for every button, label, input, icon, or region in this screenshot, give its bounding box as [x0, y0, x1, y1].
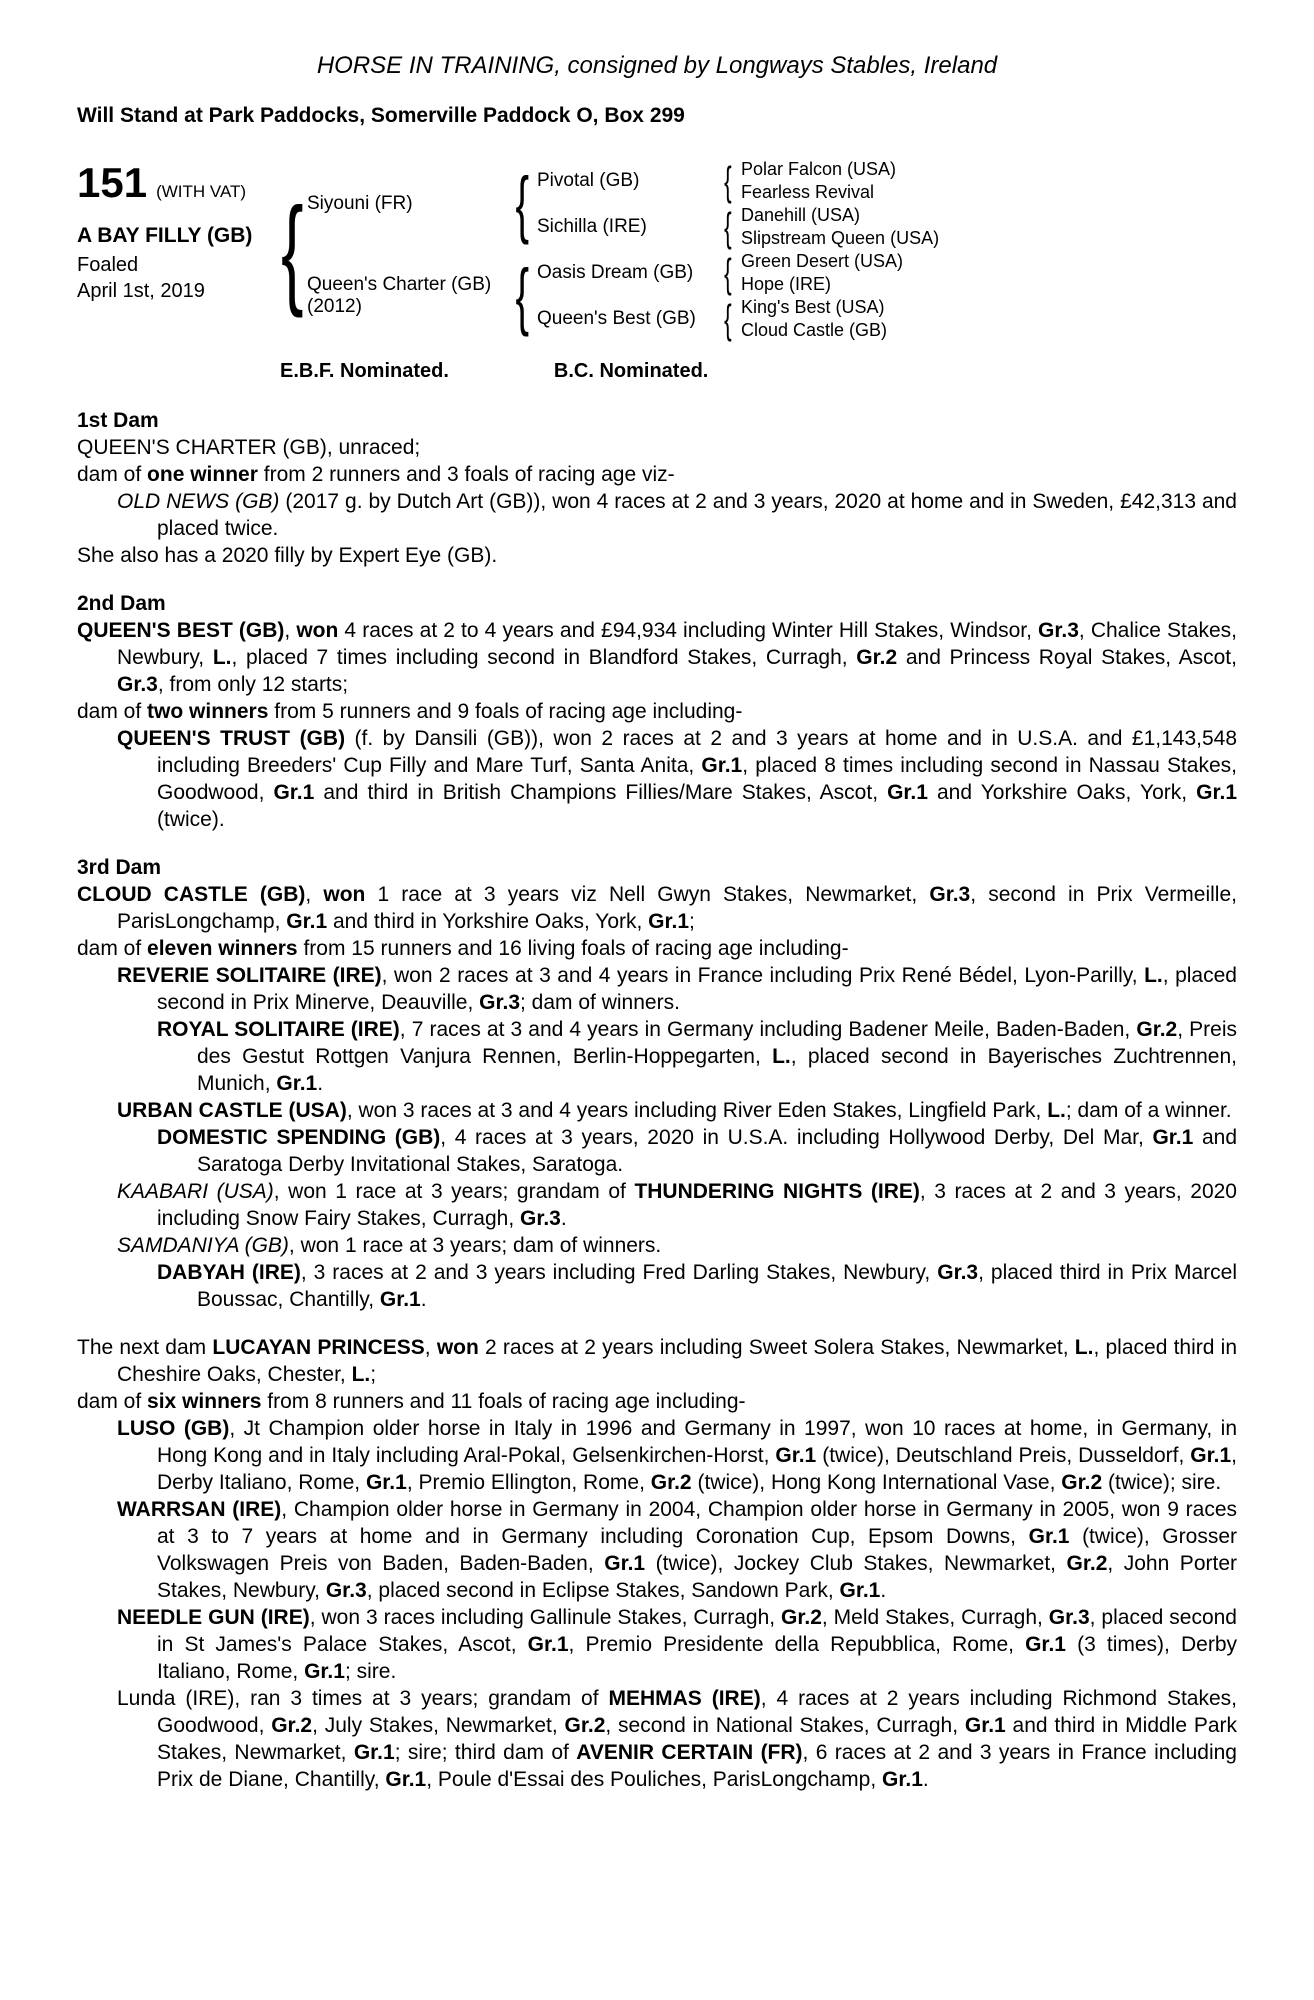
- text-run: L.: [1144, 964, 1163, 987]
- text-run: OLD NEWS (GB): [117, 490, 280, 513]
- text-run: L.: [1047, 1099, 1066, 1122]
- dam-section: [77, 407, 1237, 569]
- text-run: (2017 g. by Dutch Art (GB)), won 4 races at 2 and 3 years, 2020 at home and in Sweden, £42,313 and placed twice.: [157, 490, 1237, 540]
- text-run: , placed second in Eclipse Stakes, Sandown Park,: [366, 1579, 840, 1602]
- text-run: Gr.2: [1061, 1471, 1103, 1494]
- text-run: Gr.3: [117, 673, 158, 696]
- text-run: URBAN CASTLE (USA): [117, 1099, 347, 1122]
- lot-vat-note: (WITH VAT): [156, 182, 247, 201]
- text-run: THUNDERING NIGHTS (IRE): [634, 1180, 920, 1203]
- text-run: L.: [1074, 1336, 1094, 1359]
- text-run: Gr.1: [1028, 1525, 1070, 1548]
- text-run: Gr.1: [276, 1072, 318, 1095]
- text-run: from 5 runners and 9 foals of racing age including-: [268, 700, 743, 723]
- text-run: , placed third in Cheshire Oaks, Chester,: [117, 1336, 1238, 1386]
- text-run: (twice), Jockey Club Stakes, Newmarket,: [645, 1552, 1067, 1575]
- text-run: , Chalice Stakes, Newbury,: [117, 619, 1238, 669]
- text-run: Gr.3: [325, 1579, 367, 1602]
- pedigree-paragraph: [77, 1124, 1237, 1178]
- text-run: ROYAL SOLITAIRE (IRE): [157, 1018, 400, 1041]
- text-run: won: [296, 619, 339, 642]
- dam-name: Queen's Charter (GB): [307, 274, 492, 295]
- text-run: Gr.2: [271, 1714, 313, 1737]
- lot-number: 151: [77, 159, 148, 206]
- pedigree-paragraph: [77, 617, 1237, 698]
- pedigree-gen3-8: [741, 319, 1237, 342]
- pedigree-sire: [307, 158, 507, 250]
- pedigree-paragraph: [77, 1016, 1237, 1097]
- pedigree-gen3-6: [741, 273, 1237, 296]
- text-run: , won 2 races at 3 and 4 years in France including Prix René Bédel, Lyon-Parilly,: [381, 964, 1145, 987]
- text-run: .: [560, 1207, 567, 1230]
- text-run: (3 times), Derby Italiano, Rome,: [157, 1633, 1237, 1683]
- pedigree-paragraph: [77, 1388, 1237, 1415]
- text-run: Gr.1: [887, 781, 928, 804]
- text-run: , Premio Ellington, Rome,: [406, 1471, 651, 1494]
- pedigree-paragraph: [77, 1415, 1237, 1496]
- text-run: ; sire.: [344, 1660, 397, 1683]
- text-run: and third in Yorkshire Oaks, York,: [327, 910, 649, 933]
- pedigree-brace-dam: {: [515, 254, 529, 337]
- text-run: , won 1 race at 3 years; dam of winners.: [288, 1234, 662, 1257]
- text-run: dam of: [77, 463, 148, 486]
- text-run: Gr.2: [564, 1714, 606, 1737]
- pedigree-paragraph: [77, 935, 1237, 962]
- text-run: The next dam: [77, 1336, 213, 1359]
- text-run: SAMDANIYA (GB): [117, 1234, 289, 1257]
- section-heading: 1st Dam: [77, 409, 159, 432]
- pedigree-paragraph: [77, 1259, 1237, 1313]
- text-run: , placed second in St James's Palace Stakes, Ascot,: [157, 1606, 1237, 1656]
- text-run: Gr.2: [856, 646, 898, 669]
- text-run: She also has a 2020 filly by Expert Eye (GB).: [77, 544, 498, 567]
- text-run: , won 1 race at 3 years; grandam of: [273, 1180, 635, 1203]
- text-run: Gr.1: [353, 1741, 395, 1764]
- pedigree-tree: [277, 158, 1237, 342]
- dam-section: [77, 1334, 1237, 1793]
- text-run: Gr.3: [479, 991, 521, 1014]
- text-run: six winners: [147, 1390, 262, 1413]
- text-run: QUEEN'S TRUST (GB): [117, 727, 346, 750]
- text-run: Gr.1: [648, 910, 690, 933]
- pedigree-paragraph: [77, 1178, 1237, 1232]
- pedigree-gen2-1: [537, 158, 715, 204]
- text-run: AVENIR CERTAIN (FR): [576, 1741, 803, 1764]
- lot-number-row: [77, 159, 277, 206]
- text-run: , placed third in Prix Marcel Boussac, Chantilly,: [197, 1261, 1237, 1311]
- text-run: , Poule d'Essai des Pouliches, ParisLongchamp,: [426, 1768, 883, 1791]
- text-run: and Yorkshire Oaks, York,: [927, 781, 1197, 804]
- pedigree-paragraph: [77, 1604, 1237, 1685]
- text-run: DOMESTIC SPENDING (GB): [157, 1126, 441, 1149]
- text-run: eleven winners: [147, 937, 298, 960]
- text-run: Gr.3: [1048, 1606, 1090, 1629]
- text-run: , placed second in Prix Minerve, Deauville,: [157, 964, 1237, 1014]
- pedigree-paragraph: [77, 698, 1237, 725]
- text-run: ,: [284, 619, 297, 642]
- text-run: Gr.1: [304, 1660, 345, 1683]
- text-run: won: [436, 1336, 479, 1359]
- pedigree-dam: [307, 250, 507, 342]
- text-run: (f. by Dansili (GB)), won 2 races at 2 and 3 years at home and in U.S.A. and £1,143,548 including Breeders' Cup Filly and Mare Turf, Santa Anita,: [157, 727, 1238, 777]
- text-run: Gr.1: [273, 781, 315, 804]
- text-run: , from only 12 starts;: [157, 673, 349, 696]
- text-run: KAABARI (USA): [117, 1180, 274, 1203]
- pedigree-gen3-1: [741, 158, 1237, 181]
- text-run: , second in National Stakes, Curragh,: [605, 1714, 965, 1737]
- text-run: , 3 races at 2 and 3 years including Fred Darling Stakes, Newbury,: [300, 1261, 938, 1284]
- text-run: 1 race at 3 years viz Nell Gwyn Stakes, Newmarket,: [365, 883, 930, 906]
- text-run: QUEEN'S CHARTER (GB), unraced;: [77, 436, 421, 459]
- pedigree-brace-gen2-1: {: [724, 157, 732, 204]
- text-run: Gr.1: [1025, 1633, 1066, 1656]
- text-run: 2 races at 2 years including Sweet Solera Stakes, Newmarket,: [478, 1336, 1075, 1359]
- text-run: , won 3 races including Gallinule Stakes, Curragh,: [309, 1606, 782, 1629]
- pedigree-paragraph: [77, 434, 1237, 461]
- dam-year: (2012): [307, 296, 362, 317]
- pedigree-paragraph: [77, 881, 1237, 935]
- gen3-name: Cloud Castle (GB): [741, 320, 888, 340]
- nominations-row: [77, 360, 1237, 383]
- text-run: Gr.2: [1136, 1018, 1178, 1041]
- text-run: .: [880, 1579, 887, 1602]
- gen3-name: Danehill (USA): [741, 205, 861, 225]
- text-run: (twice); sire.: [1102, 1471, 1222, 1494]
- text-run: ;: [689, 910, 695, 933]
- text-run: LUCAYAN PRINCESS: [212, 1336, 425, 1359]
- text-run: , July Stakes, Newmarket,: [312, 1714, 565, 1737]
- lot-info: [77, 158, 277, 342]
- pedigree-brace-gen2-4: {: [724, 295, 732, 342]
- text-run: L.: [212, 646, 232, 669]
- sire-name: Siyouni (FR): [307, 193, 413, 214]
- lot-pedigree-block: [77, 158, 1237, 342]
- text-run: dam of: [77, 937, 148, 960]
- ebf-nomination: E.B.F. Nominated.: [280, 360, 449, 382]
- text-run: Gr.1: [775, 1444, 817, 1467]
- foaled-label: Foaled: [77, 254, 139, 276]
- pedigree-paragraph: [77, 488, 1237, 542]
- text-run: and third in British Champions Fillies/Mare Stakes, Ascot,: [314, 781, 888, 804]
- pedigree-paragraph: [77, 1685, 1237, 1793]
- dam-sections: [77, 407, 1237, 1793]
- text-run: Gr.3: [520, 1207, 561, 1230]
- gen3-name: King's Best (USA): [741, 297, 885, 317]
- text-run: L.: [772, 1045, 791, 1068]
- text-run: (twice), Deutschland Preis, Dusseldorf,: [816, 1444, 1191, 1467]
- pedigree-brace-gen2-3: {: [724, 249, 732, 296]
- section-heading: 3rd Dam: [77, 856, 162, 879]
- text-run: and third in Middle Park Stakes, Newmarket,: [157, 1714, 1238, 1764]
- text-run: Gr.3: [1038, 619, 1079, 642]
- pedigree-paragraph: [77, 1496, 1237, 1604]
- text-run: WARRSAN (IRE): [117, 1498, 282, 1521]
- text-run: .: [317, 1072, 324, 1095]
- text-run: QUEEN'S BEST (GB): [77, 619, 285, 642]
- text-run: , placed 8 times including second in Nassau Stakes, Goodwood,: [157, 754, 1237, 804]
- text-run: ,: [305, 883, 324, 906]
- gen3-name: Polar Falcon (USA): [741, 159, 897, 179]
- gen2-name: Pivotal (GB): [537, 170, 640, 191]
- text-run: Gr.1: [365, 1471, 407, 1494]
- text-run: Gr.1: [839, 1579, 881, 1602]
- gen2-name: Queen's Best (GB): [537, 308, 696, 329]
- text-run: , placed second in Bayerisches Zuchtrennen, Munich,: [197, 1045, 1237, 1095]
- text-run: (twice).: [157, 808, 225, 831]
- text-run: Lunda (IRE), ran 3 times at 3 years; grandam of: [117, 1687, 609, 1710]
- text-run: Gr.1: [1152, 1126, 1194, 1149]
- text-run: DABYAH (IRE): [157, 1261, 301, 1284]
- text-run: , Meld Stakes, Curragh,: [821, 1606, 1049, 1629]
- text-run: one winner: [147, 463, 258, 486]
- text-run: Gr.2: [650, 1471, 692, 1494]
- text-run: 4 races at 2 to 4 years and £94,934 including Winter Hill Stakes, Windsor,: [338, 619, 1039, 642]
- text-run: ; sire; third dam of: [394, 1741, 577, 1764]
- text-run: Gr.2: [1066, 1552, 1108, 1575]
- gen3-name: Fearless Revival: [741, 182, 875, 202]
- text-run: and Saratoga Derby Invitational Stakes, Saratoga.: [197, 1126, 1237, 1176]
- text-run: .: [922, 1768, 929, 1791]
- text-run: two winners: [147, 700, 269, 723]
- pedigree-gen2-3: [537, 250, 715, 296]
- text-run: Gr.3: [937, 1261, 979, 1284]
- text-run: Gr.1: [527, 1633, 569, 1656]
- text-run: ; dam of winners.: [520, 991, 680, 1014]
- text-run: , Jt Champion older horse in Italy in 1996 and Germany in 1997, won 10 races at home, in Germany, in Hong Kong and in Italy including Aral-Pokal, Gelsenkirchen-Horst,: [157, 1417, 1237, 1467]
- text-run: , 6 races at 2 and 3 years in France including Prix de Diane, Chantilly,: [157, 1741, 1237, 1791]
- pedigree-paragraph: [77, 962, 1237, 1016]
- pedigree-gen3-4: [741, 227, 1237, 250]
- text-run: , John Porter Stakes, Newbury,: [157, 1552, 1237, 1602]
- text-run: NEEDLE GUN (IRE): [117, 1606, 310, 1629]
- text-run: Gr.1: [286, 910, 328, 933]
- text-run: , 4 races at 2 years including Richmond Stakes, Goodwood,: [157, 1687, 1237, 1737]
- gen2-name: Sichilla (IRE): [537, 216, 647, 237]
- text-run: Gr.2: [781, 1606, 822, 1629]
- text-run: ; dam of a winner.: [1065, 1099, 1232, 1122]
- text-run: Gr.1: [701, 754, 743, 777]
- text-run: Gr.1: [385, 1768, 427, 1791]
- text-run: CLOUD CASTLE (GB): [77, 883, 306, 906]
- section-heading: 2nd Dam: [77, 592, 166, 615]
- text-run: Gr.1: [964, 1714, 1006, 1737]
- text-run: Gr.1: [604, 1552, 646, 1575]
- pedigree-gen3-2: [741, 181, 1237, 204]
- pedigree-gen3-7: [741, 296, 1237, 319]
- gen3-name: Green Desert (USA): [741, 251, 904, 271]
- text-run: .: [420, 1288, 427, 1311]
- text-run: Gr.3: [929, 883, 971, 906]
- pedigree-paragraph: [77, 1232, 1237, 1259]
- text-run: (twice), Grosser Volkswagen Preis von Baden, Baden-Baden,: [157, 1525, 1237, 1575]
- pedigree-paragraph: [77, 1334, 1237, 1388]
- text-run: , placed 7 times including second in Blandford Stakes, Curragh,: [231, 646, 857, 669]
- pedigree-gen3-5: [741, 250, 1237, 273]
- pedigree-gen2-4: [537, 296, 715, 342]
- consignor-header: HORSE IN TRAINING, consigned by Longways Stables, Ireland: [316, 52, 998, 79]
- text-run: and Princess Royal Stakes, Ascot,: [897, 646, 1237, 669]
- text-run: , Champion older horse in Germany in 2004, Champion older horse in Germany in 2005, won 9 races at 3 to 7 years at home and in Germany including Coronation Cup, Epsom Downs,: [157, 1498, 1238, 1548]
- text-run: , Premio Presidente della Repubblica, Rome,: [568, 1633, 1026, 1656]
- text-run: L.: [351, 1363, 371, 1386]
- text-run: , 3 races at 2 and 3 years, 2020 including Snow Fairy Stakes, Curragh,: [157, 1180, 1237, 1230]
- pedigree-gen2-2: [537, 204, 715, 250]
- text-run: Gr.1: [1196, 781, 1238, 804]
- text-run: , 7 races at 3 and 4 years in Germany including Badener Meile, Baden-Baden,: [399, 1018, 1137, 1041]
- text-run: , won 3 races at 3 and 4 years including River Eden Stakes, Lingfield Park,: [346, 1099, 1048, 1122]
- text-run: from 2 runners and 3 foals of racing age viz-: [257, 463, 675, 486]
- text-run: , Preis des Gestut Rottgen Vanjura Rennen, Berlin-Hoppegarten,: [197, 1018, 1237, 1068]
- dam-section: [77, 854, 1237, 1313]
- text-run: dam of: [77, 1390, 148, 1413]
- pedigree-gen3-3: [741, 204, 1237, 227]
- gen3-name: Hope (IRE): [741, 274, 832, 294]
- pedigree-paragraph: [77, 542, 1237, 569]
- text-run: Gr.1: [1190, 1444, 1232, 1467]
- text-run: dam of: [77, 700, 148, 723]
- text-run: REVERIE SOLITAIRE (IRE): [117, 964, 382, 987]
- text-run: , 4 races at 3 years, 2020 in U.S.A. including Hollywood Derby, Del Mar,: [440, 1126, 1153, 1149]
- text-run: Gr.1: [882, 1768, 923, 1791]
- text-run: , Derby Italiano, Rome,: [157, 1444, 1237, 1494]
- text-run: , second in Prix Vermeille, ParisLongchamp,: [117, 883, 1237, 933]
- bc-nomination: B.C. Nominated.: [553, 360, 709, 382]
- text-run: LUSO (GB): [117, 1417, 230, 1440]
- pedigree-paragraph: [77, 1097, 1237, 1124]
- text-run: won: [323, 883, 366, 906]
- gen3-name: Slipstream Queen (USA): [741, 228, 940, 248]
- foaled-date: April 1st, 2019: [77, 280, 205, 302]
- text-run: (twice), Hong Kong International Vase,: [691, 1471, 1062, 1494]
- dam-section: [77, 590, 1237, 833]
- text-run: from 8 runners and 11 foals of racing age including-: [261, 1390, 746, 1413]
- text-run: MEHMAS (IRE): [608, 1687, 761, 1710]
- gen2-name: Oasis Dream (GB): [537, 262, 694, 283]
- horse-description: A BAY FILLY (GB): [77, 224, 253, 247]
- text-run: Gr.1: [379, 1288, 421, 1311]
- pedigree-brace-main: {: [280, 182, 304, 318]
- pedigree-brace-gen2-2: {: [724, 203, 732, 250]
- pedigree-paragraph: [77, 725, 1237, 833]
- text-run: from 15 runners and 16 living foals of racing age including-: [297, 937, 849, 960]
- text-run: ,: [424, 1336, 437, 1359]
- text-run: ;: [370, 1363, 377, 1386]
- pedigree-paragraph: [77, 461, 1237, 488]
- pedigree-brace-sire: {: [515, 162, 529, 245]
- stand-location: Will Stand at Park Paddocks, Somerville Paddock O, Box 299: [77, 104, 685, 127]
